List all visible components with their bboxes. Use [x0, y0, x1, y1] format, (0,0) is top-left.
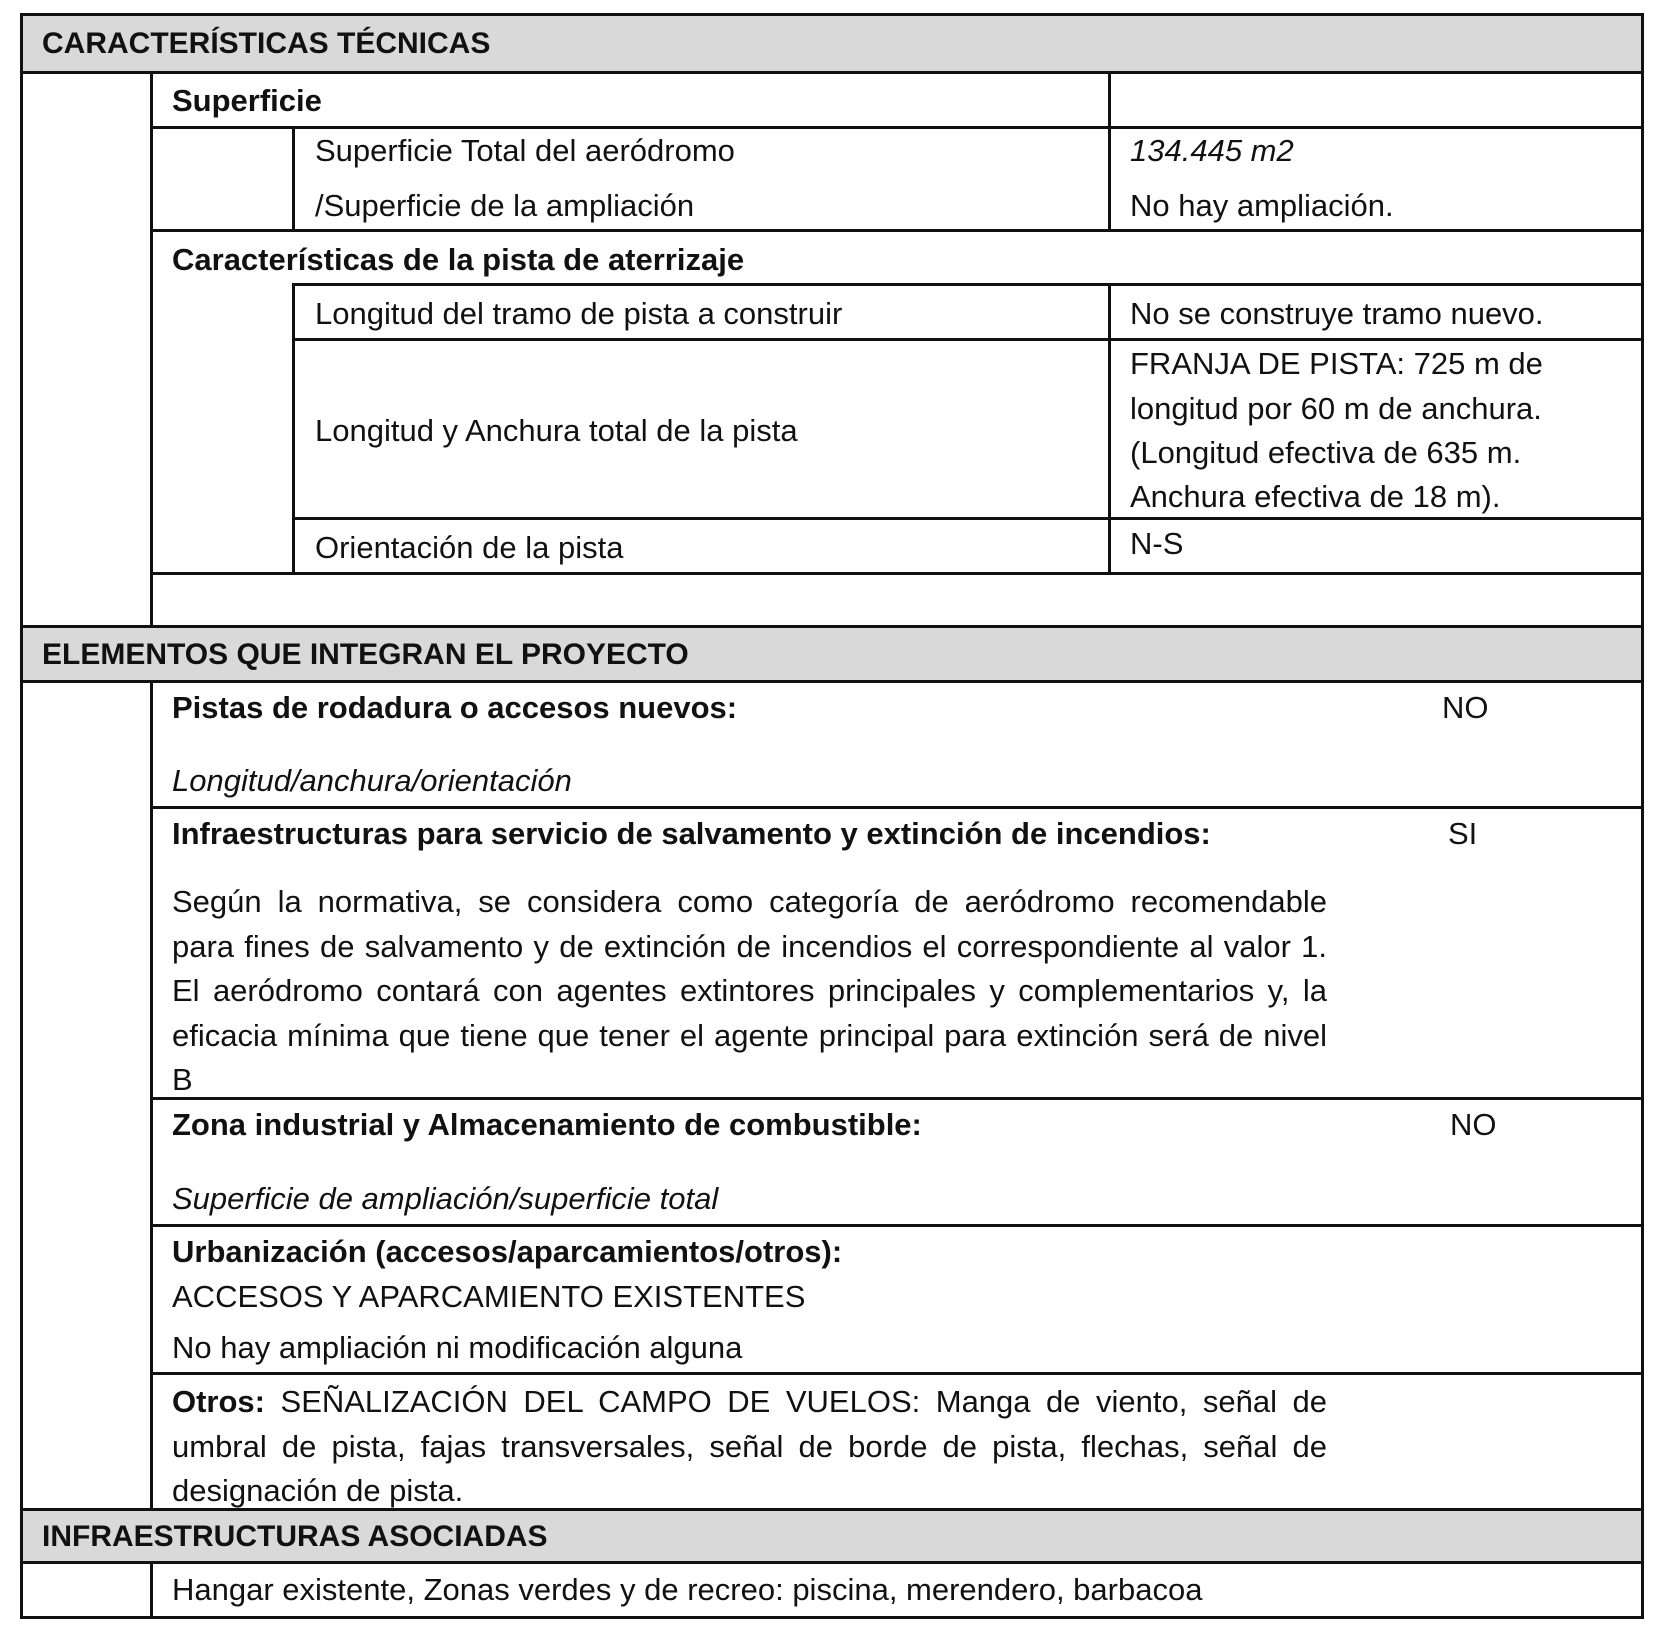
surface-total-label: Superficie Total del aeródromo — [315, 133, 735, 168]
rule — [150, 1372, 1644, 1375]
section-title-technical: CARACTERÍSTICAS TÉCNICAS — [42, 27, 491, 60]
urban-line1: ACCESOS Y APARCAMIENTO EXISTENTES — [172, 1279, 806, 1314]
rule — [292, 338, 1644, 341]
rule — [20, 13, 23, 1619]
runway-orientation-value: N-S — [1130, 526, 1184, 561]
rule — [150, 572, 1644, 575]
rule — [150, 1224, 1644, 1227]
rule — [1641, 13, 1644, 1619]
surface-ampliacion-label: /Superficie de la ampliación — [315, 188, 695, 223]
rule — [150, 680, 153, 1511]
others-block — [172, 1380, 1327, 1514]
associated-body: Hangar existente, Zonas verdes y de recreo: piscina, merendero, barbacoa — [172, 1572, 1203, 1607]
rule — [150, 126, 1644, 129]
rule — [20, 71, 1644, 74]
rule — [1108, 283, 1111, 575]
rule — [150, 1561, 153, 1619]
taxiways-subtitle: Longitud/anchura/orientación — [172, 763, 572, 798]
others-body: SEÑALIZACIÓN DEL CAMPO DE VUELOS: Manga de viento, señal de umbral de pista, fajas transversales, señal de borde de pista, flechas, señal de designación de pista. — [172, 1384, 1327, 1508]
rule — [292, 126, 295, 232]
fire-body: Según la normativa, se considera como categoría de aeródromo recomendable para fines de salvamento y de extinción de incendios el correspondiente al valor 1. El aeródromo contará con agentes extintores principales y complementarios y, la eficacia mínima que tiene que tener el agente principal para extinción será de nivel B — [172, 884, 1327, 1097]
urban-line2: No hay ampliación ni modificación alguna — [172, 1330, 743, 1365]
rule — [292, 283, 1644, 286]
runway-dims-value-line: FRANJA DE PISTA: 725 m de — [1130, 346, 1543, 381]
others-heading: Otros: — [172, 1384, 265, 1419]
rule — [20, 625, 1644, 628]
rule — [20, 13, 1644, 16]
rule — [292, 517, 1644, 520]
rule — [20, 1561, 1644, 1564]
runway-length-new-value: No se construye tramo nuevo. — [1130, 296, 1544, 331]
surface-heading: Superficie — [172, 83, 322, 118]
runway-orientation-label: Orientación de la pista — [315, 530, 624, 565]
industrial-heading: Zona industrial y Almacenamiento de combustible: — [172, 1107, 922, 1142]
runway-dims-label: Longitud y Anchura total de la pista — [315, 413, 798, 448]
rule — [150, 806, 1644, 809]
section-title-elements: ELEMENTOS QUE INTEGRAN EL PROYECTO — [42, 638, 689, 671]
fire-value: SI — [1448, 816, 1478, 851]
runway-dims-value-line: (Longitud efectiva de 635 m. — [1130, 435, 1522, 470]
industrial-subtitle: Superficie de ampliación/superficie total — [172, 1181, 719, 1216]
runway-heading: Características de la pista de aterrizaje — [172, 242, 745, 277]
taxiways-value: NO — [1442, 690, 1489, 725]
surface-total-value: 134.445 m2 — [1130, 133, 1294, 168]
rule — [150, 71, 153, 628]
runway-dims-value-line: Anchura efectiva de 18 m). — [1130, 479, 1501, 514]
rule — [20, 680, 1644, 683]
industrial-value: NO — [1450, 1107, 1497, 1142]
rule — [292, 283, 295, 575]
runway-length-new-label: Longitud del tramo de pista a construir — [315, 296, 843, 331]
runway-dims-value-line: longitud por 60 m de anchura. — [1130, 391, 1542, 426]
rule — [20, 1616, 1644, 1619]
urban-heading: Urbanización (accesos/aparcamientos/otros): — [172, 1234, 843, 1269]
taxiways-heading: Pistas de rodadura o accesos nuevos: — [172, 690, 738, 725]
rule — [150, 229, 1644, 232]
section-title-associated: INFRAESTRUCTURAS ASOCIADAS — [42, 1520, 548, 1553]
rule — [1108, 71, 1111, 232]
surface-ampliacion-value: No hay ampliación. — [1130, 188, 1394, 223]
fire-heading: Infraestructuras para servicio de salvamento y extinción de incendios: — [172, 816, 1211, 851]
